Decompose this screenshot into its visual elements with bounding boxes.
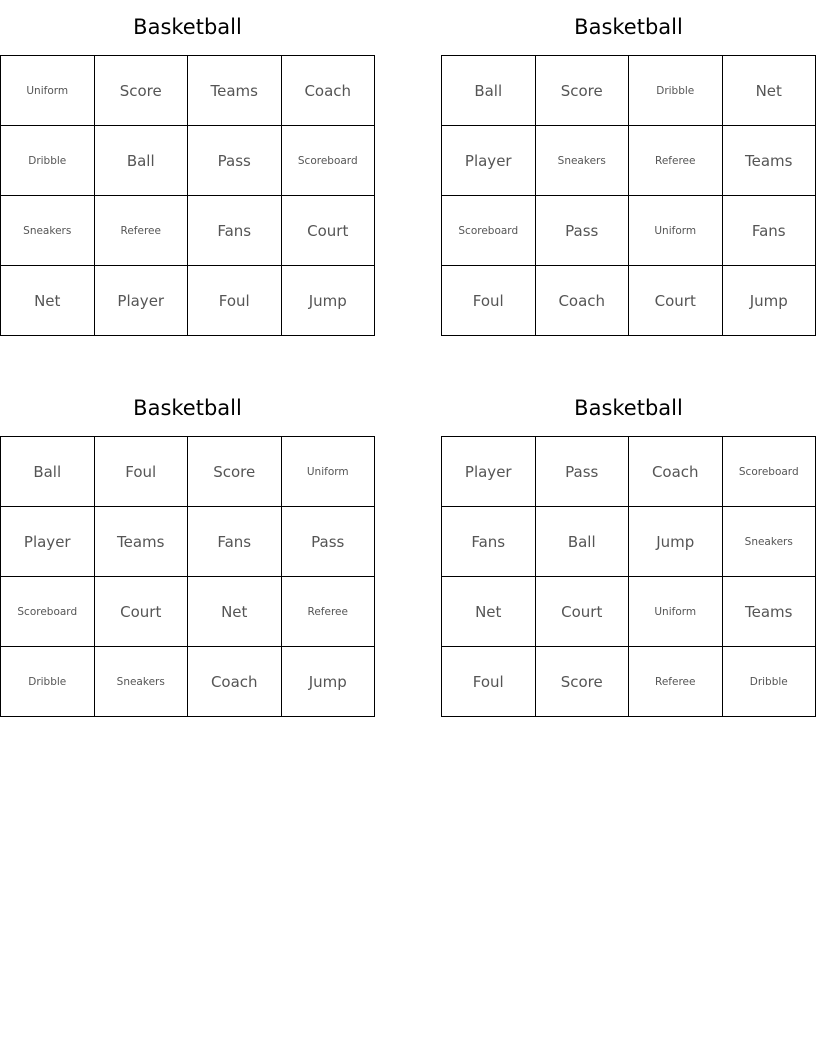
bingo-cell: Pass — [536, 437, 630, 507]
bingo-cell: Score — [536, 647, 630, 717]
bingo-cell: Pass — [536, 196, 630, 266]
bingo-cell: Net — [188, 577, 282, 647]
bingo-cell: Teams — [95, 507, 189, 577]
card-title: Basketball — [133, 15, 242, 39]
bingo-cell: Referee — [629, 126, 723, 196]
bingo-cell: Uniform — [629, 196, 723, 266]
bingo-cell: Coach — [629, 437, 723, 507]
bingo-cell: Net — [442, 577, 536, 647]
bingo-cell: Player — [442, 126, 536, 196]
card-title: Basketball — [133, 396, 242, 420]
bingo-cell: Scoreboard — [723, 437, 816, 507]
bingo-cell: Court — [536, 577, 630, 647]
bingo-cell: Court — [282, 196, 376, 266]
bingo-cell: Teams — [723, 577, 816, 647]
bingo-card-2 — [441, 0, 816, 336]
bingo-cell: Fans — [723, 196, 816, 266]
bingo-cell: Player — [1, 507, 95, 577]
bingo-cell: Fans — [188, 196, 282, 266]
bingo-cell: Ball — [536, 507, 630, 577]
bingo-cell: Dribble — [1, 126, 95, 196]
bingo-cell: Sneakers — [95, 647, 189, 717]
bingo-cell: Teams — [188, 56, 282, 126]
bingo-cell: Foul — [95, 437, 189, 507]
bingo-cell: Score — [536, 56, 630, 126]
bingo-cell: Jump — [629, 507, 723, 577]
bingo-cell: Scoreboard — [282, 126, 376, 196]
bingo-cell: Net — [1, 266, 95, 336]
bingo-cell: Dribble — [1, 647, 95, 717]
bingo-cell: Dribble — [723, 647, 816, 717]
bingo-cell: Jump — [723, 266, 816, 336]
bingo-cell: Uniform — [282, 437, 376, 507]
bingo-card-1 — [0, 0, 375, 336]
bingo-card-3 — [0, 381, 375, 717]
bingo-cell: Sneakers — [1, 196, 95, 266]
bingo-grid — [441, 436, 816, 717]
bingo-cell: Jump — [282, 647, 376, 717]
bingo-grid — [0, 436, 375, 717]
bingo-cell: Sneakers — [723, 507, 816, 577]
bingo-cell: Coach — [188, 647, 282, 717]
bingo-grid — [0, 55, 375, 336]
bingo-cell: Player — [442, 437, 536, 507]
bingo-cell: Foul — [188, 266, 282, 336]
bingo-cell: Court — [629, 266, 723, 336]
bingo-cell: Score — [95, 56, 189, 126]
bingo-cell: Referee — [629, 647, 723, 717]
bingo-cell: Net — [723, 56, 816, 126]
bingo-cell: Pass — [282, 507, 376, 577]
bingo-grid — [441, 55, 816, 336]
bingo-cell: Pass — [188, 126, 282, 196]
bingo-cell: Foul — [442, 266, 536, 336]
bingo-cell: Fans — [188, 507, 282, 577]
bingo-cell: Ball — [1, 437, 95, 507]
bingo-cell: Foul — [442, 647, 536, 717]
bingo-cell: Referee — [95, 196, 189, 266]
bingo-cell: Score — [188, 437, 282, 507]
bingo-cell: Jump — [282, 266, 376, 336]
bingo-cell: Scoreboard — [1, 577, 95, 647]
bingo-cell: Fans — [442, 507, 536, 577]
bingo-cell: Dribble — [629, 56, 723, 126]
bingo-cell: Referee — [282, 577, 376, 647]
bingo-cell: Ball — [442, 56, 536, 126]
bingo-cell: Scoreboard — [442, 196, 536, 266]
bingo-cell: Uniform — [1, 56, 95, 126]
bingo-cell: Coach — [536, 266, 630, 336]
bingo-cell: Ball — [95, 126, 189, 196]
bingo-cell: Uniform — [629, 577, 723, 647]
bingo-cell: Player — [95, 266, 189, 336]
bingo-cell: Coach — [282, 56, 376, 126]
bingo-cell: Teams — [723, 126, 816, 196]
bingo-card-4 — [441, 381, 816, 717]
bingo-cell: Sneakers — [536, 126, 630, 196]
card-title: Basketball — [574, 396, 683, 420]
card-title: Basketball — [574, 15, 683, 39]
bingo-cell: Court — [95, 577, 189, 647]
